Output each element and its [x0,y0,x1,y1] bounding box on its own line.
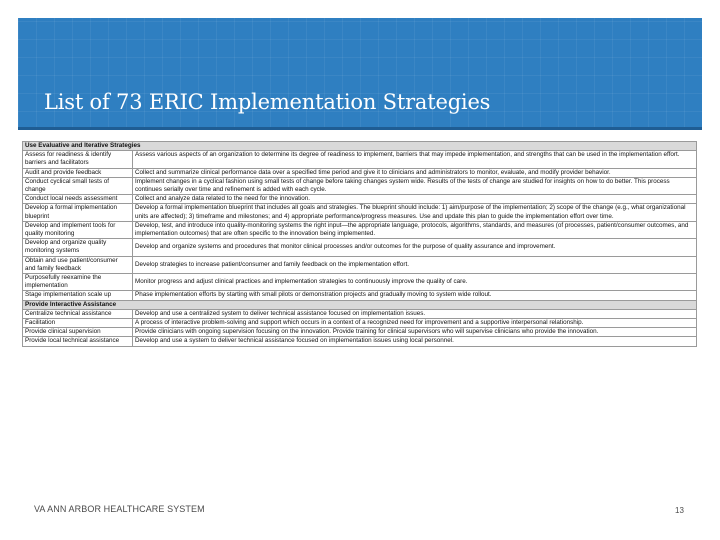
strategy-name: Audit and provide feedback [23,168,133,177]
strategy-name: Stage implementation scale up [23,291,133,300]
strategy-description: Develop and use a centralized system to deliver technical assistance focused on implementation issues. [133,309,697,318]
strategy-name: Centralize technical assistance [23,309,133,318]
table-row [23,309,697,318]
table-row [23,239,697,256]
strategy-description: Implement changes in a cyclical fashion using small tests of change before taking changes system wide. Results of the tests of change are studied for insights on how to do better. This process continues serially over time and refinement is added with each cycle. [133,177,697,194]
strategy-name: Develop a formal implementation blueprint [23,204,133,221]
table-row [23,151,697,168]
section-header-row [23,300,697,309]
section-heading: Use Evaluative and Iterative Strategies [23,142,697,151]
strategy-name: Provide clinical supervision [23,328,133,337]
table-row [23,337,697,346]
strategy-name: Assess for readiness & identify barriers and facilitators [23,151,133,168]
table-row [23,177,697,194]
table-row [23,328,697,337]
strategy-description: Develop, test, and introduce into quality-monitoring systems the right input—the appropriate language, protocols, algorithms, standards, and measures (of processes, patient/consumer outcomes, and implementation outcomes) that are often specific to the innovation being implemented. [133,221,697,238]
strategy-description: Develop and use a system to deliver technical assistance focused on implementation issues using local personnel. [133,337,697,346]
strategy-name: Facilitation [23,319,133,328]
strategy-description: A process of interactive problem-solving and support which occurs in a context of a recognized need for improvement and a supportive interpersonal relationship. [133,319,697,328]
table-row [23,291,697,300]
strategy-name: Obtain and use patient/consumer and family feedback [23,256,133,273]
banner-divider [18,127,702,130]
footer-organization: VA ANN ARBOR HEALTHCARE SYSTEM [34,504,205,514]
table-row [23,204,697,221]
table-row [23,221,697,238]
table-row [23,195,697,204]
table-row [23,319,697,328]
strategy-name: Develop and organize quality monitoring systems [23,239,133,256]
table-row [23,274,697,291]
strategy-description: Assess various aspects of an organization to determine its degree of readiness to implement, barriers that may impede implementation, and strengths that can be used in the implementation effort. [133,151,697,168]
strategy-description: Phase implementation efforts by starting with small pilots or demonstration projects and gradually moving to system wide rollout. [133,291,697,300]
strategy-description: Develop a formal implementation blueprint that includes all goals and strategies. The blueprint should include: 1) aim/purpose of the implementation; 2) scope of the change (e.g., what organizational units are affected); 3) timeframe and milestones; and 4) appropriate performance/progress measures. Use and update this plan to guide the implementation effort over time. [133,204,697,221]
strategy-description: Collect and analyze data related to the need for the innovation. [133,195,697,204]
page-number: 13 [675,506,684,515]
strategy-description: Provide clinicians with ongoing supervision focusing on the innovation. Provide training for clinical supervisors who will supervise clinicians who provide the innovation. [133,328,697,337]
strategy-description: Monitor progress and adjust clinical practices and implementation strategies to continuously improve the quality of care. [133,274,697,291]
slide-title: List of 73 ERIC Implementation Strategies [44,90,491,114]
section-heading: Provide Interactive Assistance [23,300,697,309]
strategy-name: Develop and implement tools for quality monitoring [23,221,133,238]
section-header-row [23,142,697,151]
strategy-description: Develop and organize systems and procedures that monitor clinical processes and/or outcomes for the purpose of quality assurance and improvement. [133,239,697,256]
table-row [23,256,697,273]
strategy-name: Conduct local needs assessment [23,195,133,204]
strategy-description: Collect and summarize clinical performance data over a specified time period and give it to clinicians and administrators to monitor, evaluate, and modify provider behavior. [133,168,697,177]
strategy-name: Provide local technical assistance [23,337,133,346]
strategy-name: Conduct cyclical small tests of change [23,177,133,194]
table-row [23,168,697,177]
title-banner [18,18,702,130]
strategy-description: Develop strategies to increase patient/consumer and family feedback on the implementation effort. [133,256,697,273]
strategy-name: Purposefully reexamine the implementation [23,274,133,291]
strategy-table [22,141,697,347]
